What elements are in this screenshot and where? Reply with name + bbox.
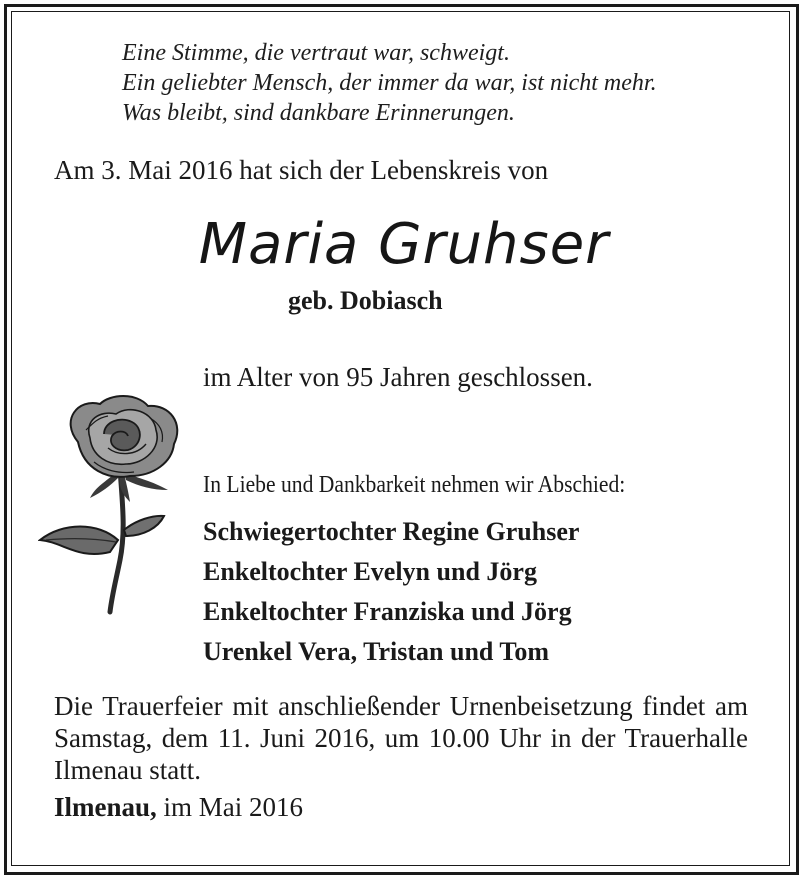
intro-text: Am 3. Mai 2016 hat sich der Lebenskreis von [54,155,549,185]
mourner-1: Schwiegertochter Regine Gruhser [203,517,580,546]
notice-date: im Mai 2016 [156,792,304,822]
age-line: im Alter von 95 Jahren geschlossen. [203,362,593,392]
motto-line-3: Was bleibt, sind dankbare Erinnerungen. [122,100,515,126]
mourners-list [203,512,579,672]
deceased-name: Maria Gruhser [198,212,610,277]
mourner-2: Enkeltochter Evelyn und Jörg [203,557,537,586]
mourner-3: Enkeltochter Franziska und Jörg [203,597,572,626]
maiden-name: geb. Dobiasch [288,286,443,315]
motto-verse [122,38,657,128]
mourner-4: Urenkel Vera, Tristan und Tom [203,637,550,666]
motto-line-2: Ein geliebter Mensch, der immer da war, ist nicht mehr. [122,70,657,96]
funeral-notice: Die Trauerfeier mit anschließender Urnenbeisetzung findet am Samstag, dem 11. Juni 2016, um 10.00 Uhr in der Trauerhalle Ilmenau statt. [54,691,748,785]
place-and-date [54,792,303,823]
place-name: Ilmenau, [54,792,157,822]
motto-line-1: Eine Stimme, die vertraut war, schweigt. [122,40,510,66]
rose-icon [38,390,186,620]
farewell-line: In Liebe und Dankbarkeit nehmen wir Abschied: [203,472,626,498]
